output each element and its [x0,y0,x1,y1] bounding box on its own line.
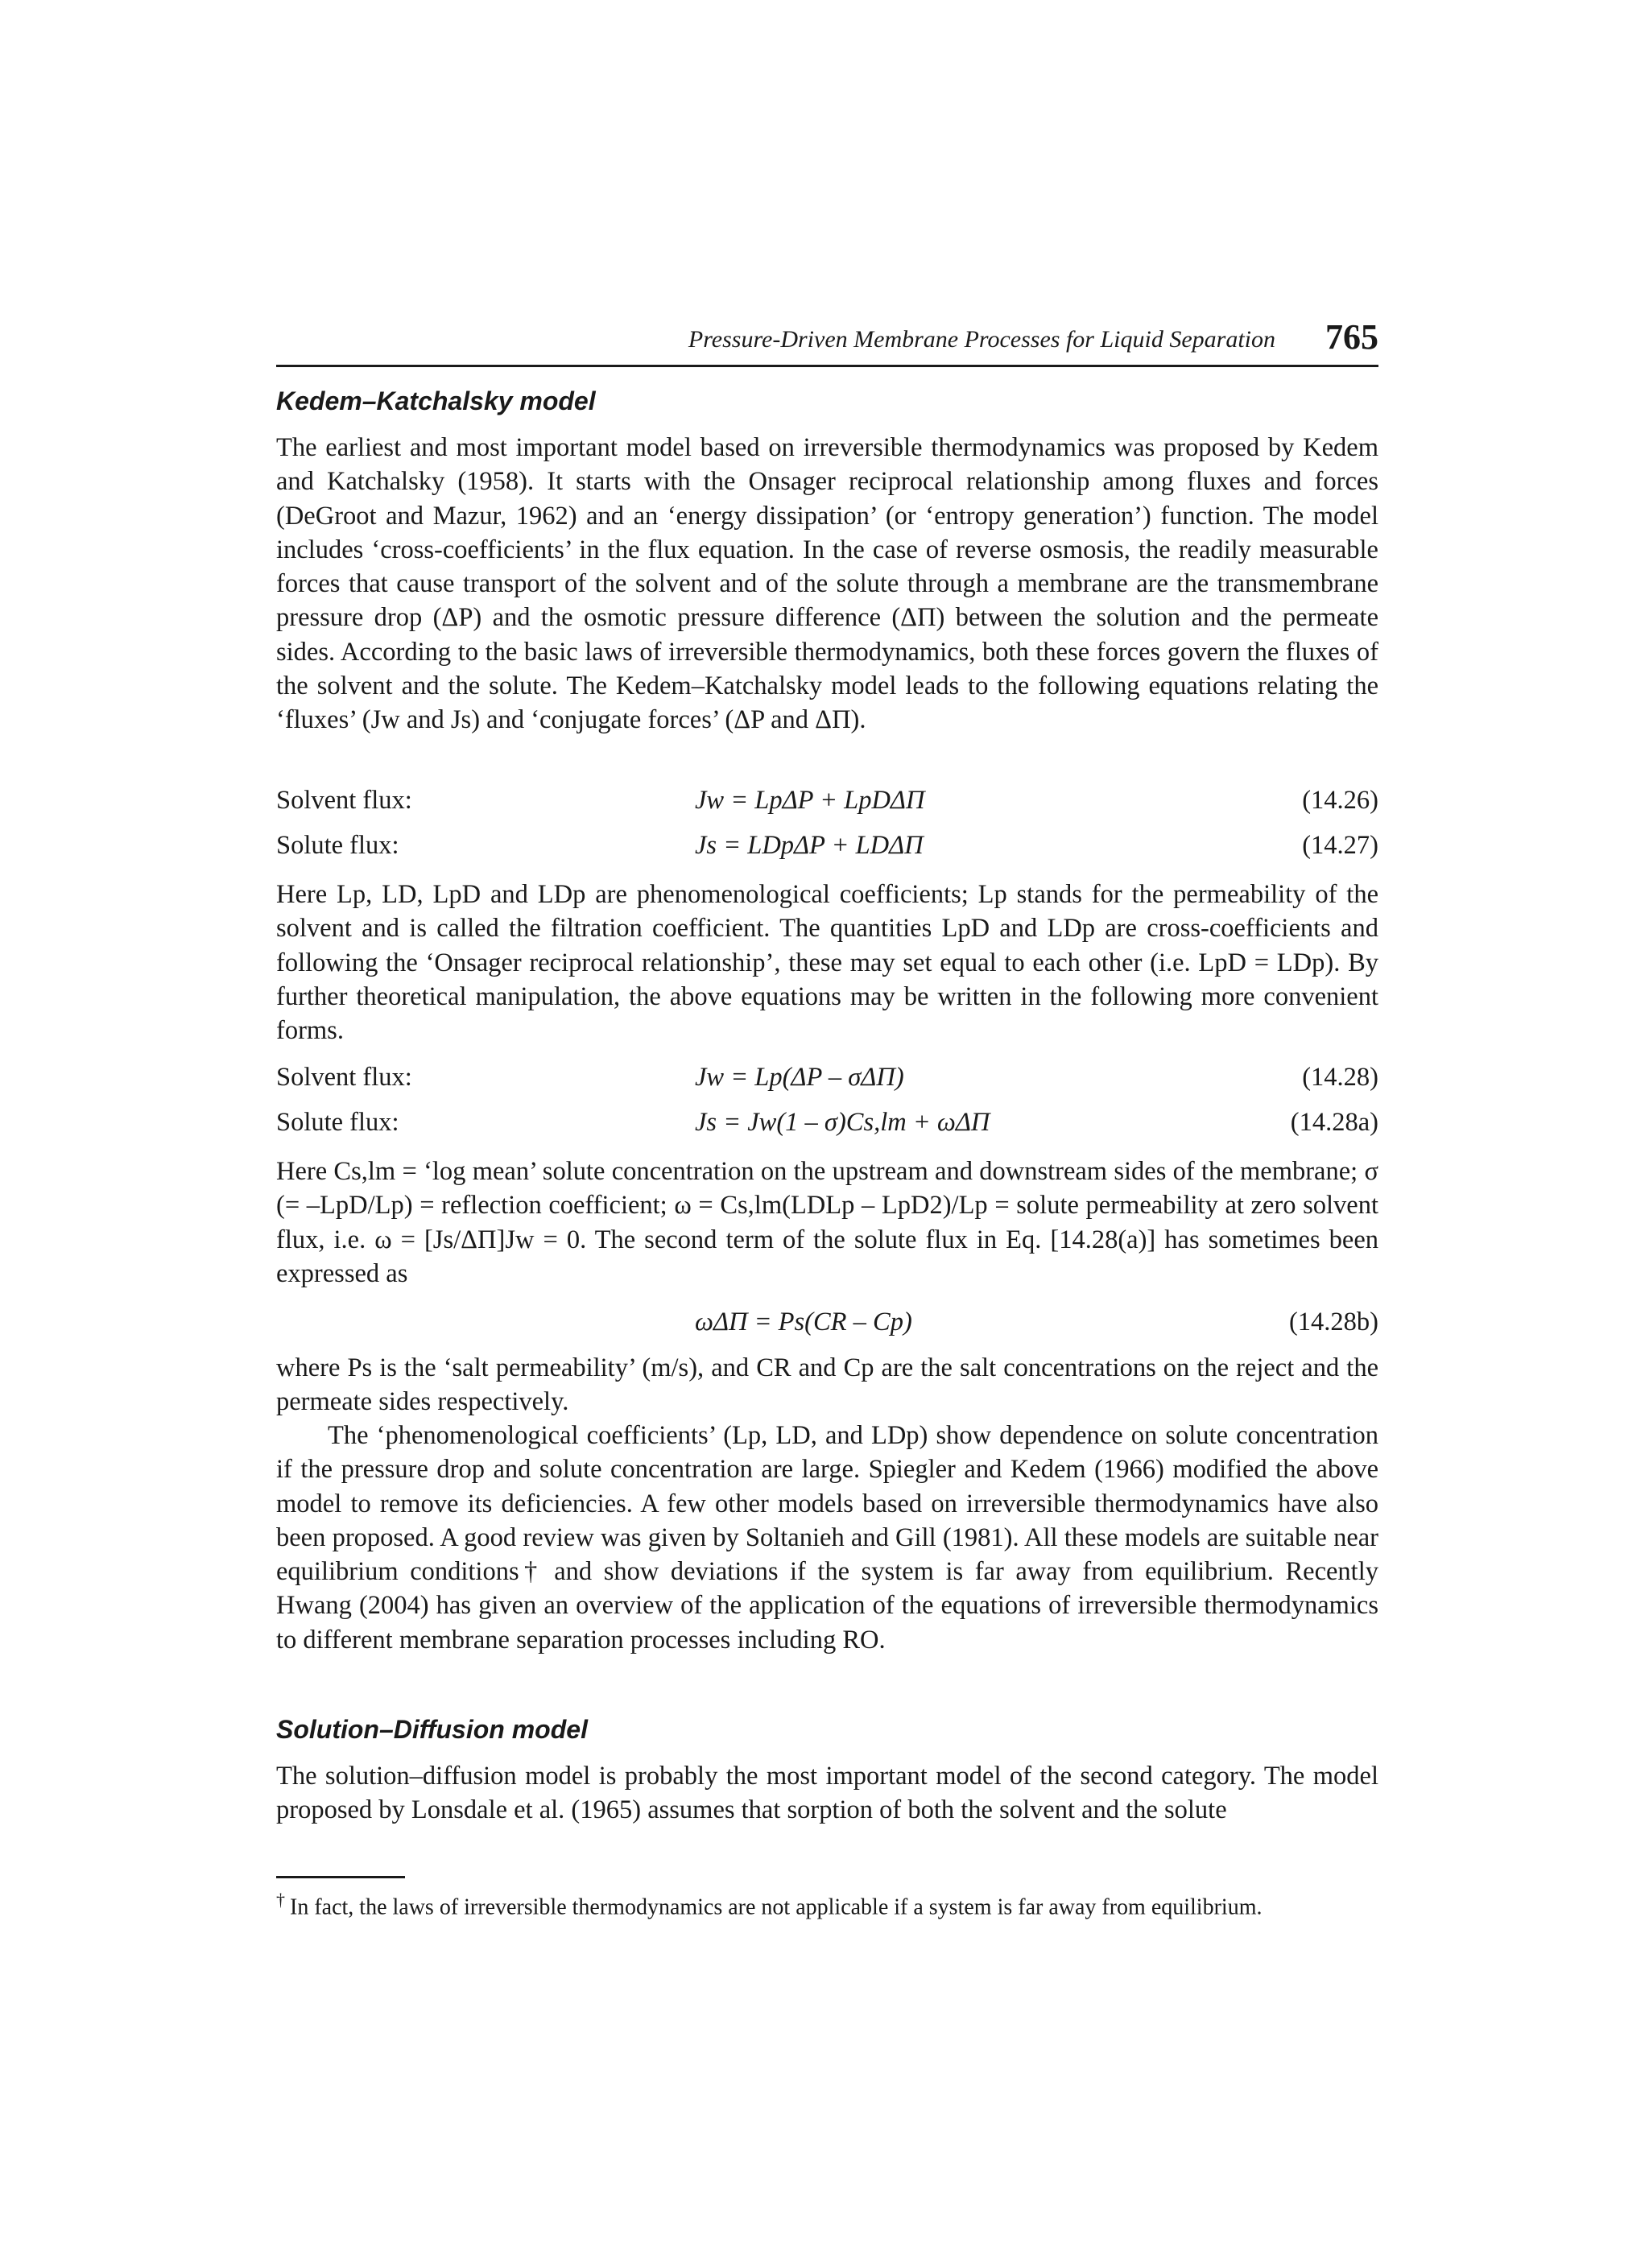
equation-number: (14.26) [1302,786,1378,815]
equation-14-28b [276,1304,1378,1340]
footnote-text: In fact, the laws of irreversible thermodynamics are not applicable if a system is far away from equilibrium. [290,1894,1263,1920]
section-heading-kedem: Kedem–Katchalsky model [276,386,596,415]
equation-number: (14.28b) [1288,1308,1378,1336]
footnote-mark: † [276,1890,285,1910]
equation-number: (14.28a) [1290,1108,1378,1137]
equation-number: (14.27) [1302,831,1378,860]
equation-body: ωΔΠ = Ps(CR – Cp) [695,1308,912,1336]
equation-14-28a [276,1105,1378,1140]
equation-body: Js = LDpΔP + LDΔΠ [695,831,924,860]
equation-label: Solute flux: [276,831,399,860]
equation-14-26 [276,783,1378,818]
paragraph-log-mean: Here Cs,lm = ‘log mean’ solute concentration on the upstream and downstream sides of the membrane; σ (= –LpD/Lp) = reflection coefficient; ω = Cs,lm(LDLp – LpD2)/Lp = solute permeability at zero solvent flux, i.e. ω = [Js/ΔΠ]Jw = 0. The second term of the solute flux in Eq. [14.28(a)] has sometimes been expressed as [276,1157,1378,1288]
running-title: Pressure-Driven Membrane Processes for Liquid Separation [688,326,1275,353]
paragraph-salt-permeability: where Ps is the ‘salt permeability’ (m/s), and CR and Cp are the salt concentrations on the reject and the permeate sides respectively. [276,1353,1378,1417]
paragraph-solution-diffusion: The solution–diffusion model is probably the most important model of the second category. The model proposed by Lonsdale et al. (1965) assumes that sorption of both the solvent and the solute [276,1762,1378,1825]
footnote [276,1886,1378,1922]
equation-body: Jw = Lp(ΔP – σΔΠ) [695,1063,904,1092]
section-heading-solution-diffusion: Solution–Diffusion model [276,1715,588,1744]
equation-body: Js = Jw(1 – σ)Cs,lm + ωΔΠ [695,1108,990,1137]
equation-label: Solute flux: [276,1108,399,1137]
paragraph-coefficients: Here Lp, LD, LpD and LDp are phenomenological coefficients; Lp stands for the permeability of the solvent and is called the filtration coefficient. The quantities LpD and LDp are cross-coefficients and following the ‘Onsager reciprocal relationship’, these may set equal to each other (i.e. LpD = LDp). By further theoretical manipulation, the above equations may be written in the following more convenient forms. [276,880,1378,1046]
running-header [276,316,1378,367]
footnote-rule [276,1876,405,1878]
paragraph-intro: The earliest and most important model based on irreversible thermodynamics was proposed by Kedem and Katchalsky (1958). It starts with the Onsager reciprocal relationship among fluxes and forces (DeGroot and Mazur, 1962) and an ‘energy dissipation’ (or ‘entropy generation’) function. The model includes ‘cross-coefficients’ in the flux equation. In the case of reverse osmosis, the readily measurable forces that cause transport of the solvent and of the solute through a membrane are the transmembrane pressure drop (ΔP) and the osmotic pressure difference (ΔΠ) between the solution and the permeate sides. According to the basic laws of irreversible thermodynamics, both these forces govern the fluxes of the solvent and the solute. The Kedem–Katchalsky model leads to the following equations relating the ‘fluxes’ (Jw and Js) and ‘conjugate forces’ (ΔP and ΔΠ). [276,433,1378,735]
paragraph-phenomenological: The ‘phenomenological coefficients’ (Lp, LD, and LDp) show dependence on solute concentration if the pressure drop and solute concentration are large. Spiegler and Kedem (1966) modified the above model to remove its deficiencies. A few other models based on irreversible thermodynamics have also been proposed. A good review was given by Soltanieh and Gill (1981). All these models are suitable near equilibrium conditions† and show deviations if the system is far away from equilibrium. Recently Hwang (2004) has given an overview of the application of the equations of irreversible thermodynamics to different membrane separation processes including RO. [276,1421,1378,1655]
equation-label: Solvent flux: [276,786,412,815]
equation-14-28 [276,1060,1378,1095]
equation-body: Jw = LpΔP + LpDΔΠ [695,786,925,815]
page-number: 765 [1325,317,1378,357]
equation-14-27 [276,828,1378,863]
equation-number: (14.28) [1302,1063,1378,1092]
equation-label: Solvent flux: [276,1063,412,1092]
